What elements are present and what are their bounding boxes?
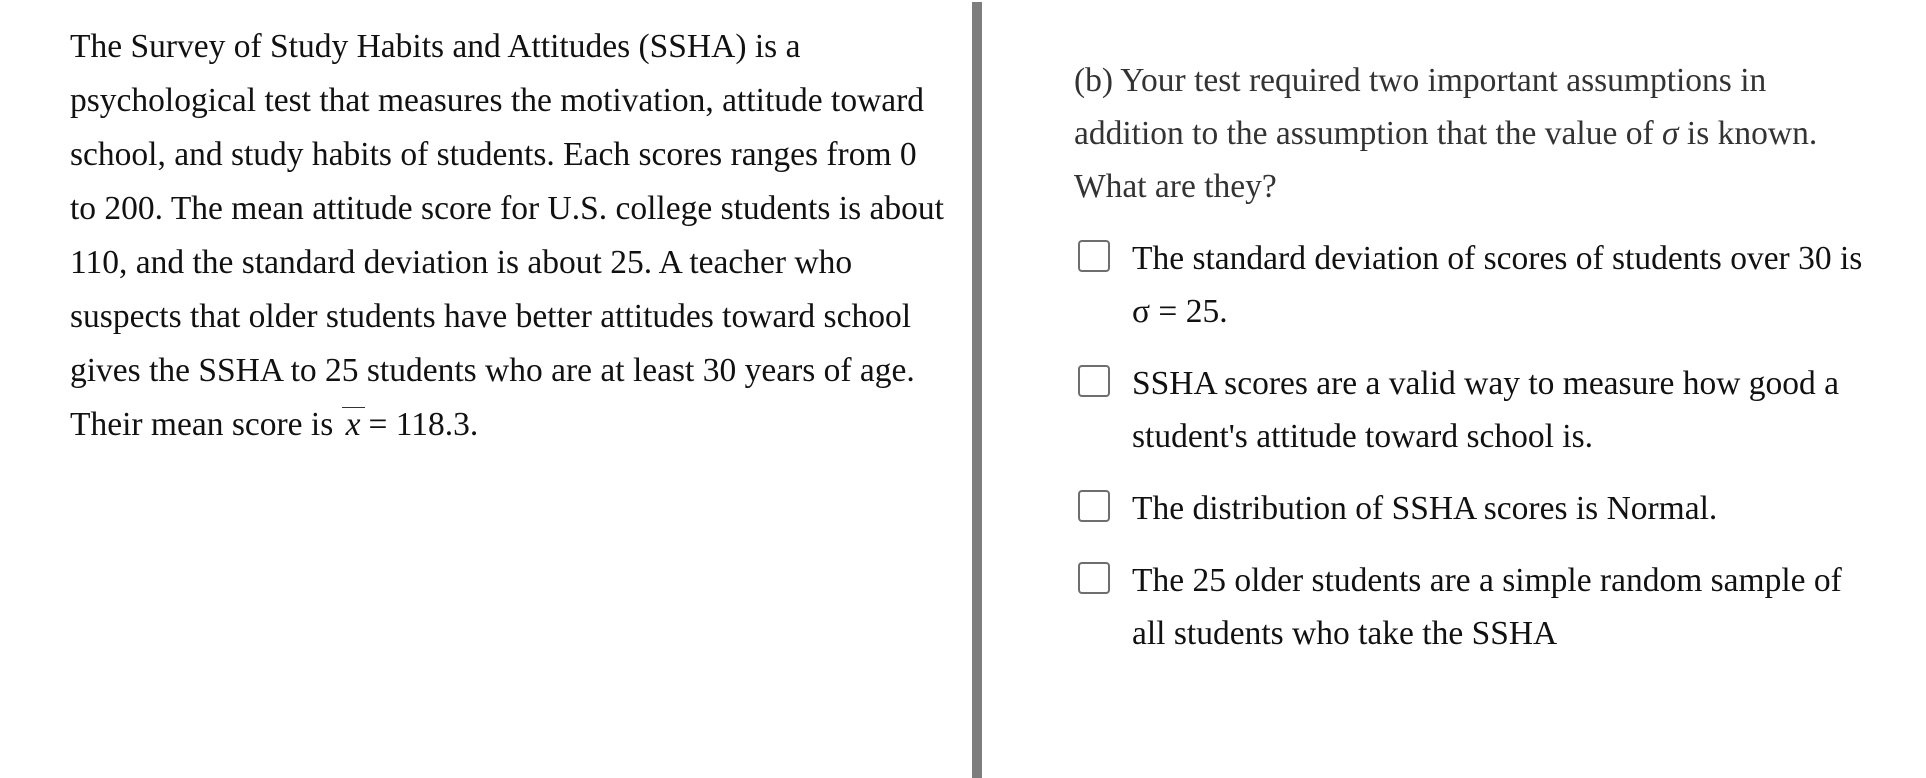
checkbox[interactable] — [1078, 365, 1110, 397]
option-label[interactable]: The distribution of SSHA scores is Normal. — [1132, 490, 1718, 527]
sample-mean-value: = 118.3. — [368, 406, 479, 443]
option-sigma-known[interactable] — [1078, 232, 1878, 338]
answer-options — [1078, 232, 1878, 660]
question-text-before: (b) Your test required two important assumptions in addition to the assumption that the value of — [1074, 62, 1767, 152]
question-text-after: is known. What are they? — [1074, 115, 1818, 205]
option-simple-random-sample[interactable] — [1078, 554, 1878, 660]
option-label[interactable]: The standard deviation of scores of students over 30 is σ = 25. — [1132, 240, 1863, 330]
option-label[interactable]: The 25 older students are a simple random sample of all students who take the SSHA — [1132, 562, 1842, 652]
question-pane — [982, 0, 1926, 778]
sample-mean-symbol: x — [342, 407, 365, 442]
option-valid-measure[interactable] — [1078, 357, 1878, 463]
checkbox[interactable] — [1078, 490, 1110, 522]
sigma-symbol: σ — [1662, 115, 1679, 152]
option-label[interactable]: SSHA scores are a valid way to measure how good a student's attitude toward school is. — [1132, 365, 1840, 455]
checkbox[interactable] — [1078, 562, 1110, 594]
checkbox[interactable] — [1078, 240, 1110, 272]
passage-text: The Survey of Study Habits and Attitudes (SSHA) is a psychological test that measures the motivation, attitude toward school, and study habits of students. Each scores ranges from 0 to 200. The mean attitude score for U.S. college students is about 110, and the standard deviation is about 25. A teacher who suspects that older students have better attitudes toward school gives the SSHA to 25 students who are at least 30 years of age. Their mean score — [70, 28, 944, 443]
option-normal-distribution[interactable] — [1078, 482, 1878, 535]
question-prompt — [1074, 54, 1874, 213]
passage-is-word: is — [310, 406, 334, 443]
problem-passage — [70, 20, 950, 452]
pane-divider[interactable] — [972, 2, 982, 778]
